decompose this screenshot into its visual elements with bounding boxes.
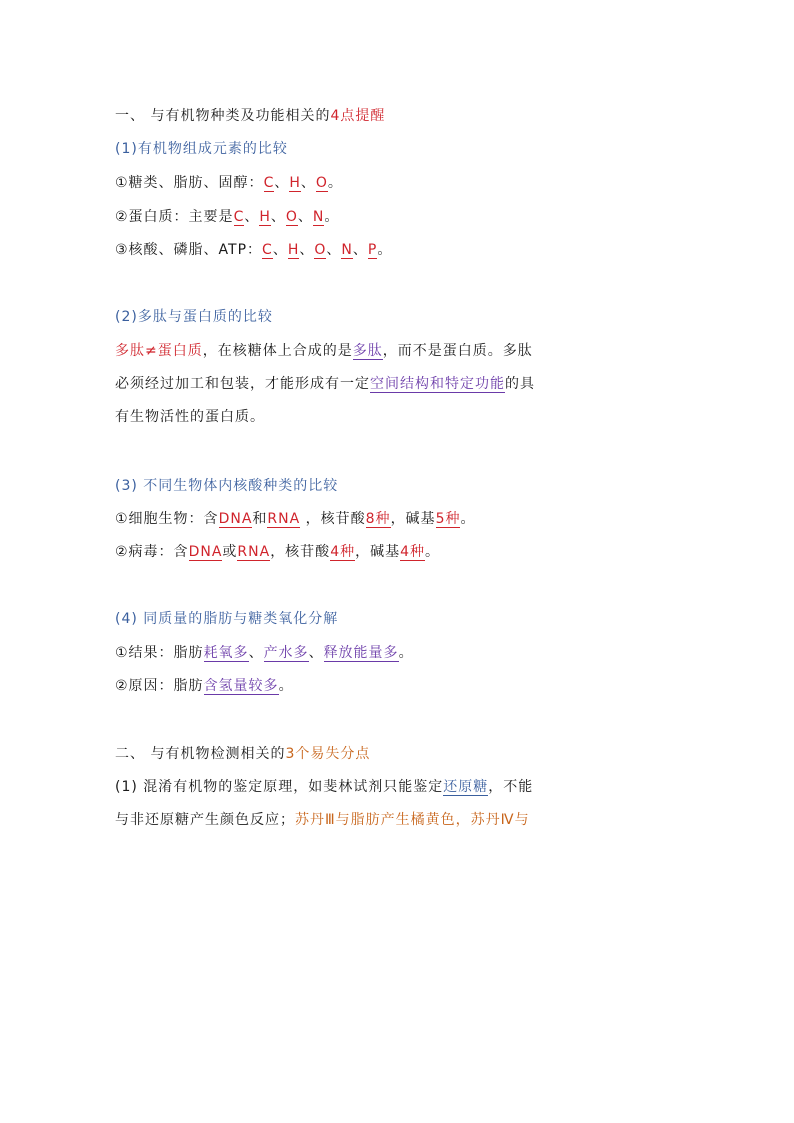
element-c: C [263, 175, 275, 191]
sub3-line1 [115, 509, 475, 529]
line-text: ，而不是蛋白质。多肽 [382, 343, 533, 359]
sub2-para-line3: 有生物活性的蛋白质。 [115, 409, 265, 425]
line-end: 。 [324, 209, 340, 225]
separator: 、 [272, 242, 288, 258]
separator: 、 [326, 242, 342, 258]
element-o: O [285, 209, 298, 225]
element-h: H [259, 209, 271, 225]
line-end: 。 [377, 242, 393, 258]
element-h: H [289, 175, 301, 191]
line-text: 的具 [505, 376, 535, 392]
separator: 、 [308, 645, 324, 661]
line-text: ②病毒：含 [115, 544, 189, 560]
base-count: 4种 [400, 544, 426, 560]
key-point: 多肽≠蛋白质 [115, 343, 203, 359]
separator: 、 [300, 175, 316, 191]
term-rna: RNA [267, 511, 301, 527]
line-end: 。 [327, 175, 343, 191]
line-text: ②蛋白质：主要是 [115, 209, 234, 225]
separator: 、 [352, 242, 368, 258]
line-end: 。 [278, 678, 294, 694]
line-text: 必须经过加工和包装，才能形成有一定 [115, 376, 370, 392]
line-text: 与非还原糖产生颜色反应； [115, 812, 295, 828]
section2-heading [115, 744, 370, 764]
sub2-para-line1 [115, 341, 533, 361]
line-end: 。 [425, 544, 441, 560]
line-text: ，不能 [488, 779, 534, 795]
section1-heading-text: 一、 与有机物种类及功能相关的 [115, 108, 331, 124]
separator: 、 [299, 242, 315, 258]
highlight-term: 还原糖 [443, 779, 489, 795]
element-n: N [341, 242, 353, 258]
section1-heading [115, 106, 385, 126]
highlight-term: 释放能量多 [323, 645, 399, 661]
sub4-title: (4) 同质量的脂肪与糖类氧化分解 [115, 611, 339, 627]
highlight-term: 多肽 [352, 343, 383, 359]
element-c: C [233, 209, 245, 225]
line-text: ，核苷酸 [300, 511, 366, 527]
term-dna: DNA [188, 544, 223, 560]
element-c: C [262, 242, 273, 258]
element-n: N [312, 209, 325, 225]
sub1-line3 [115, 240, 392, 260]
line-text: ，碱基 [390, 511, 436, 527]
line-text: ①结果：脂肪 [115, 645, 204, 661]
line-end: 。 [460, 511, 476, 527]
separator: 、 [274, 175, 290, 191]
line-text: ①细胞生物：含 [115, 511, 219, 527]
line-text: (1) 混淆有机物的鉴定原理，如斐林试剂只能鉴定 [115, 779, 444, 795]
line-text: 和 [252, 511, 268, 527]
line-text: ③核酸、磷脂、ATP： [115, 242, 263, 258]
line-text: ，在核糖体上合成的是 [202, 343, 353, 359]
sub2-para-line2 [115, 374, 535, 394]
separator: 、 [270, 209, 286, 225]
key-point: 苏丹Ⅲ与脂肪产生橘黄色，苏丹Ⅳ与 [295, 812, 530, 828]
term-rna: RNA [237, 544, 271, 560]
element-p: P [367, 242, 378, 258]
line-text: 或 [222, 544, 238, 560]
sub3-line2 [115, 542, 440, 562]
separator: 、 [297, 209, 313, 225]
sub4-line2 [115, 676, 294, 696]
section2-para-line1 [115, 777, 533, 797]
line-text: ，核苷酸 [270, 544, 331, 560]
element-h: H [287, 242, 300, 258]
sub1-title: (1)有机物组成元素的比较 [115, 141, 288, 157]
section2-para-line2 [115, 810, 530, 830]
nucleotide-count: 4种 [330, 544, 356, 560]
line-text: ，碱基 [355, 544, 401, 560]
section2-heading-highlight: 3个易失分点 [285, 746, 371, 762]
sub2-title: (2)多肽与蛋白质的比较 [115, 309, 273, 325]
highlight-term: 含氢量较多 [203, 678, 279, 694]
element-o: O [314, 242, 327, 258]
line-text: ②原因：脂肪 [115, 678, 204, 694]
nucleotide-count: 8种 [365, 511, 391, 527]
sub4-line1 [115, 643, 414, 663]
term-dna: DNA [218, 511, 253, 527]
element-o: O [315, 175, 328, 191]
separator: 、 [244, 209, 260, 225]
sub1-line2 [115, 207, 339, 227]
sub1-line1 [115, 173, 343, 193]
separator: 、 [248, 645, 264, 661]
highlight-term: 耗氧多 [203, 645, 249, 661]
highlight-term: 产水多 [263, 645, 309, 661]
section2-heading-text: 二、 与有机物检测相关的 [115, 746, 286, 762]
base-count: 5种 [435, 511, 461, 527]
sub3-title: (3) 不同生物体内核酸种类的比较 [115, 478, 339, 494]
line-end: 。 [398, 645, 414, 661]
highlight-term: 空间结构和特定功能 [370, 376, 505, 392]
section1-heading-highlight: 4点提醒 [330, 108, 386, 124]
line-text: ①糖类、脂肪、固醇： [115, 175, 264, 191]
